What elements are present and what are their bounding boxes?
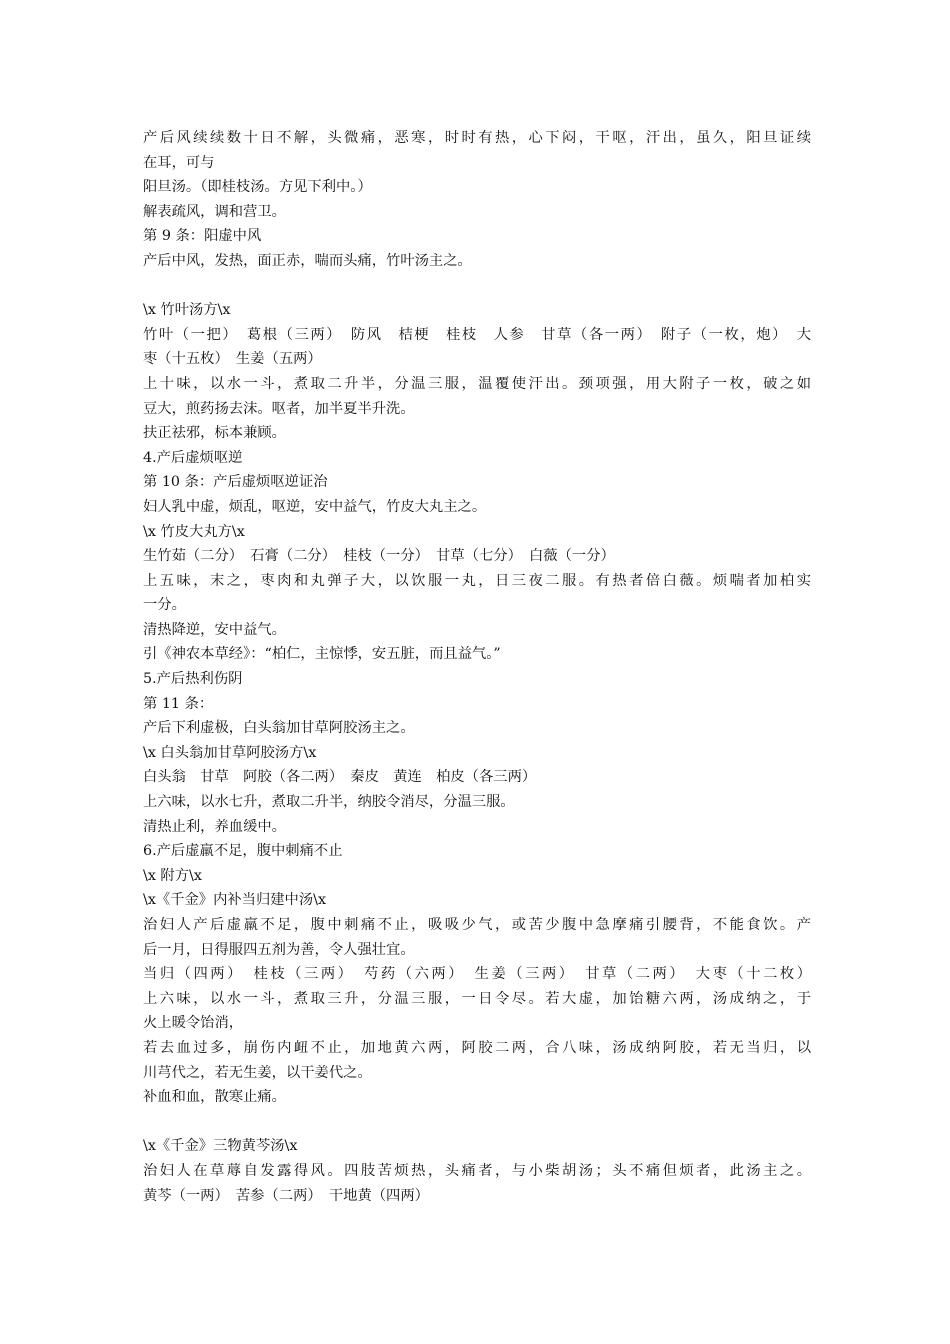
text-line: \x 竹叶汤方\x [143, 302, 231, 319]
text-line: \x 白头翁加甘草阿胶汤方\x [143, 744, 317, 761]
text-line: 上十味，以水一斗，煮取二升半，分温三服，温覆使汗出。颈项强，用大附子一枚，破之如 [143, 375, 811, 392]
document-page [143, 126, 811, 1208]
text-line: 若去血过多，崩伤内衄不止，加地黄六两，阿胶二两，合八味，汤成纳阿胶，若无当归，以 [143, 1039, 811, 1056]
text-line: \x 附方\x [143, 867, 202, 884]
text-line: \x《千金》三物黄芩汤\x [143, 1138, 298, 1155]
text-line: 5.产后热利伤阴 [143, 671, 243, 688]
text-line: 6.产后虚羸不足，腹中刺痛不止 [143, 843, 343, 860]
text-line: 第 11 条： [143, 695, 214, 712]
text-line: 黄芩（一两） 苦参（二两） 干地黄（四两） [143, 1187, 429, 1204]
text-line: 上六味，以水一斗，煮取三升，分温三服，一日令尽。若大虚，加饴糖六两，汤成纳之，于 [143, 990, 811, 1007]
text-line: 一分。 [143, 597, 186, 614]
text-line: 川芎代之，若无生姜，以干姜代之。 [143, 1064, 372, 1081]
text-line: 第 9 条：阳虚中风 [143, 228, 262, 245]
text-line: 引《神农本草经》：“柏仁，主惊悸，安五脏，而且益气。” [143, 646, 501, 663]
text-line: 治妇人产后虚羸不足，腹中刺痛不止，吸吸少气，或苦少腹中急摩痛引腰背，不能食饮。产 [143, 917, 811, 933]
text-line: 产后中风，发热，面正赤，喘而头痛，竹叶汤主之。 [143, 252, 472, 269]
text-line: 清热止利，养血缓中。 [143, 818, 286, 835]
text-line: 妇人乳中虚，烦乱，呕逆，安中益气，竹皮大丸主之。 [143, 498, 487, 515]
text-line: 清热降逆，安中益气。 [143, 621, 286, 638]
text-line: 豆大，煎药扬去沫。呕者，加半夏半升洗。 [143, 400, 415, 417]
text-line: 扶正祛邪，标本兼顾。 [143, 425, 286, 442]
text-line: 治妇人在草蓐自发露得风。四肢苦烦热，头痛者，与小柴胡汤；头不痛但烦者，此汤主之。 [143, 1162, 811, 1179]
text-line: 第 10 条：产后虚烦呕逆证治 [143, 474, 328, 491]
text-line: 白头翁 甘草 阿胶（各二两） 秦皮 黄连 柏皮（各三两） [143, 769, 537, 786]
text-line: 解表疏风，调和营卫。 [143, 203, 286, 220]
text-line: 竹叶（一把） 葛根（三两） 防风 桔梗 桂枝 人参 甘草（各一两） 附子（一枚，炮） 大 [143, 326, 811, 343]
text-line: 在耳，可与 [143, 154, 215, 171]
text-line: 上六味，以水七升，煮取二升半，纳胶令消尽，分温三服。 [143, 794, 515, 811]
text-line: 阳旦汤。（即桂枝汤。方见下利中。） [143, 179, 372, 196]
blank-line [143, 1110, 811, 1135]
text-line: 补血和血，散寒止痛。 [143, 1089, 286, 1106]
text-line: 上五味，末之，枣肉和丸弹子大，以饮服一丸，日三夜二服。有热者倍白薇。烦喘者加柏实 [143, 572, 811, 589]
text-line: 产后下利虚极，白头翁加甘草阿胶汤主之。 [143, 720, 415, 737]
text-line: 4.产后虚烦呕逆 [143, 449, 243, 466]
text-line: 枣（十五枚） 生姜（五两） [143, 351, 322, 368]
text-line: \x 竹皮大丸方\x [143, 523, 245, 540]
text-line: 后一月，日得服四五剂为善，令人强壮宜。 [143, 941, 415, 958]
blank-line [143, 274, 811, 299]
text-line: \x《千金》内补当归建中汤\x [143, 892, 327, 909]
text-line: 生竹茹（二分） 石膏（二分） 桂枝（一分） 甘草（七分） 白薇（一分） [143, 548, 615, 565]
text-line: 当归（四两） 桂枝（三两） 芍药（六两） 生姜（三两） 甘草（二两） 大枣（十二枚） [143, 966, 811, 983]
text-line: 火上暖令饴消， [143, 1015, 244, 1032]
text-line: 产后风续续数十日不解，头微痛，恶寒，时时有热，心下闷，干呕，汗出，虽久，阳旦证续 [143, 130, 811, 146]
